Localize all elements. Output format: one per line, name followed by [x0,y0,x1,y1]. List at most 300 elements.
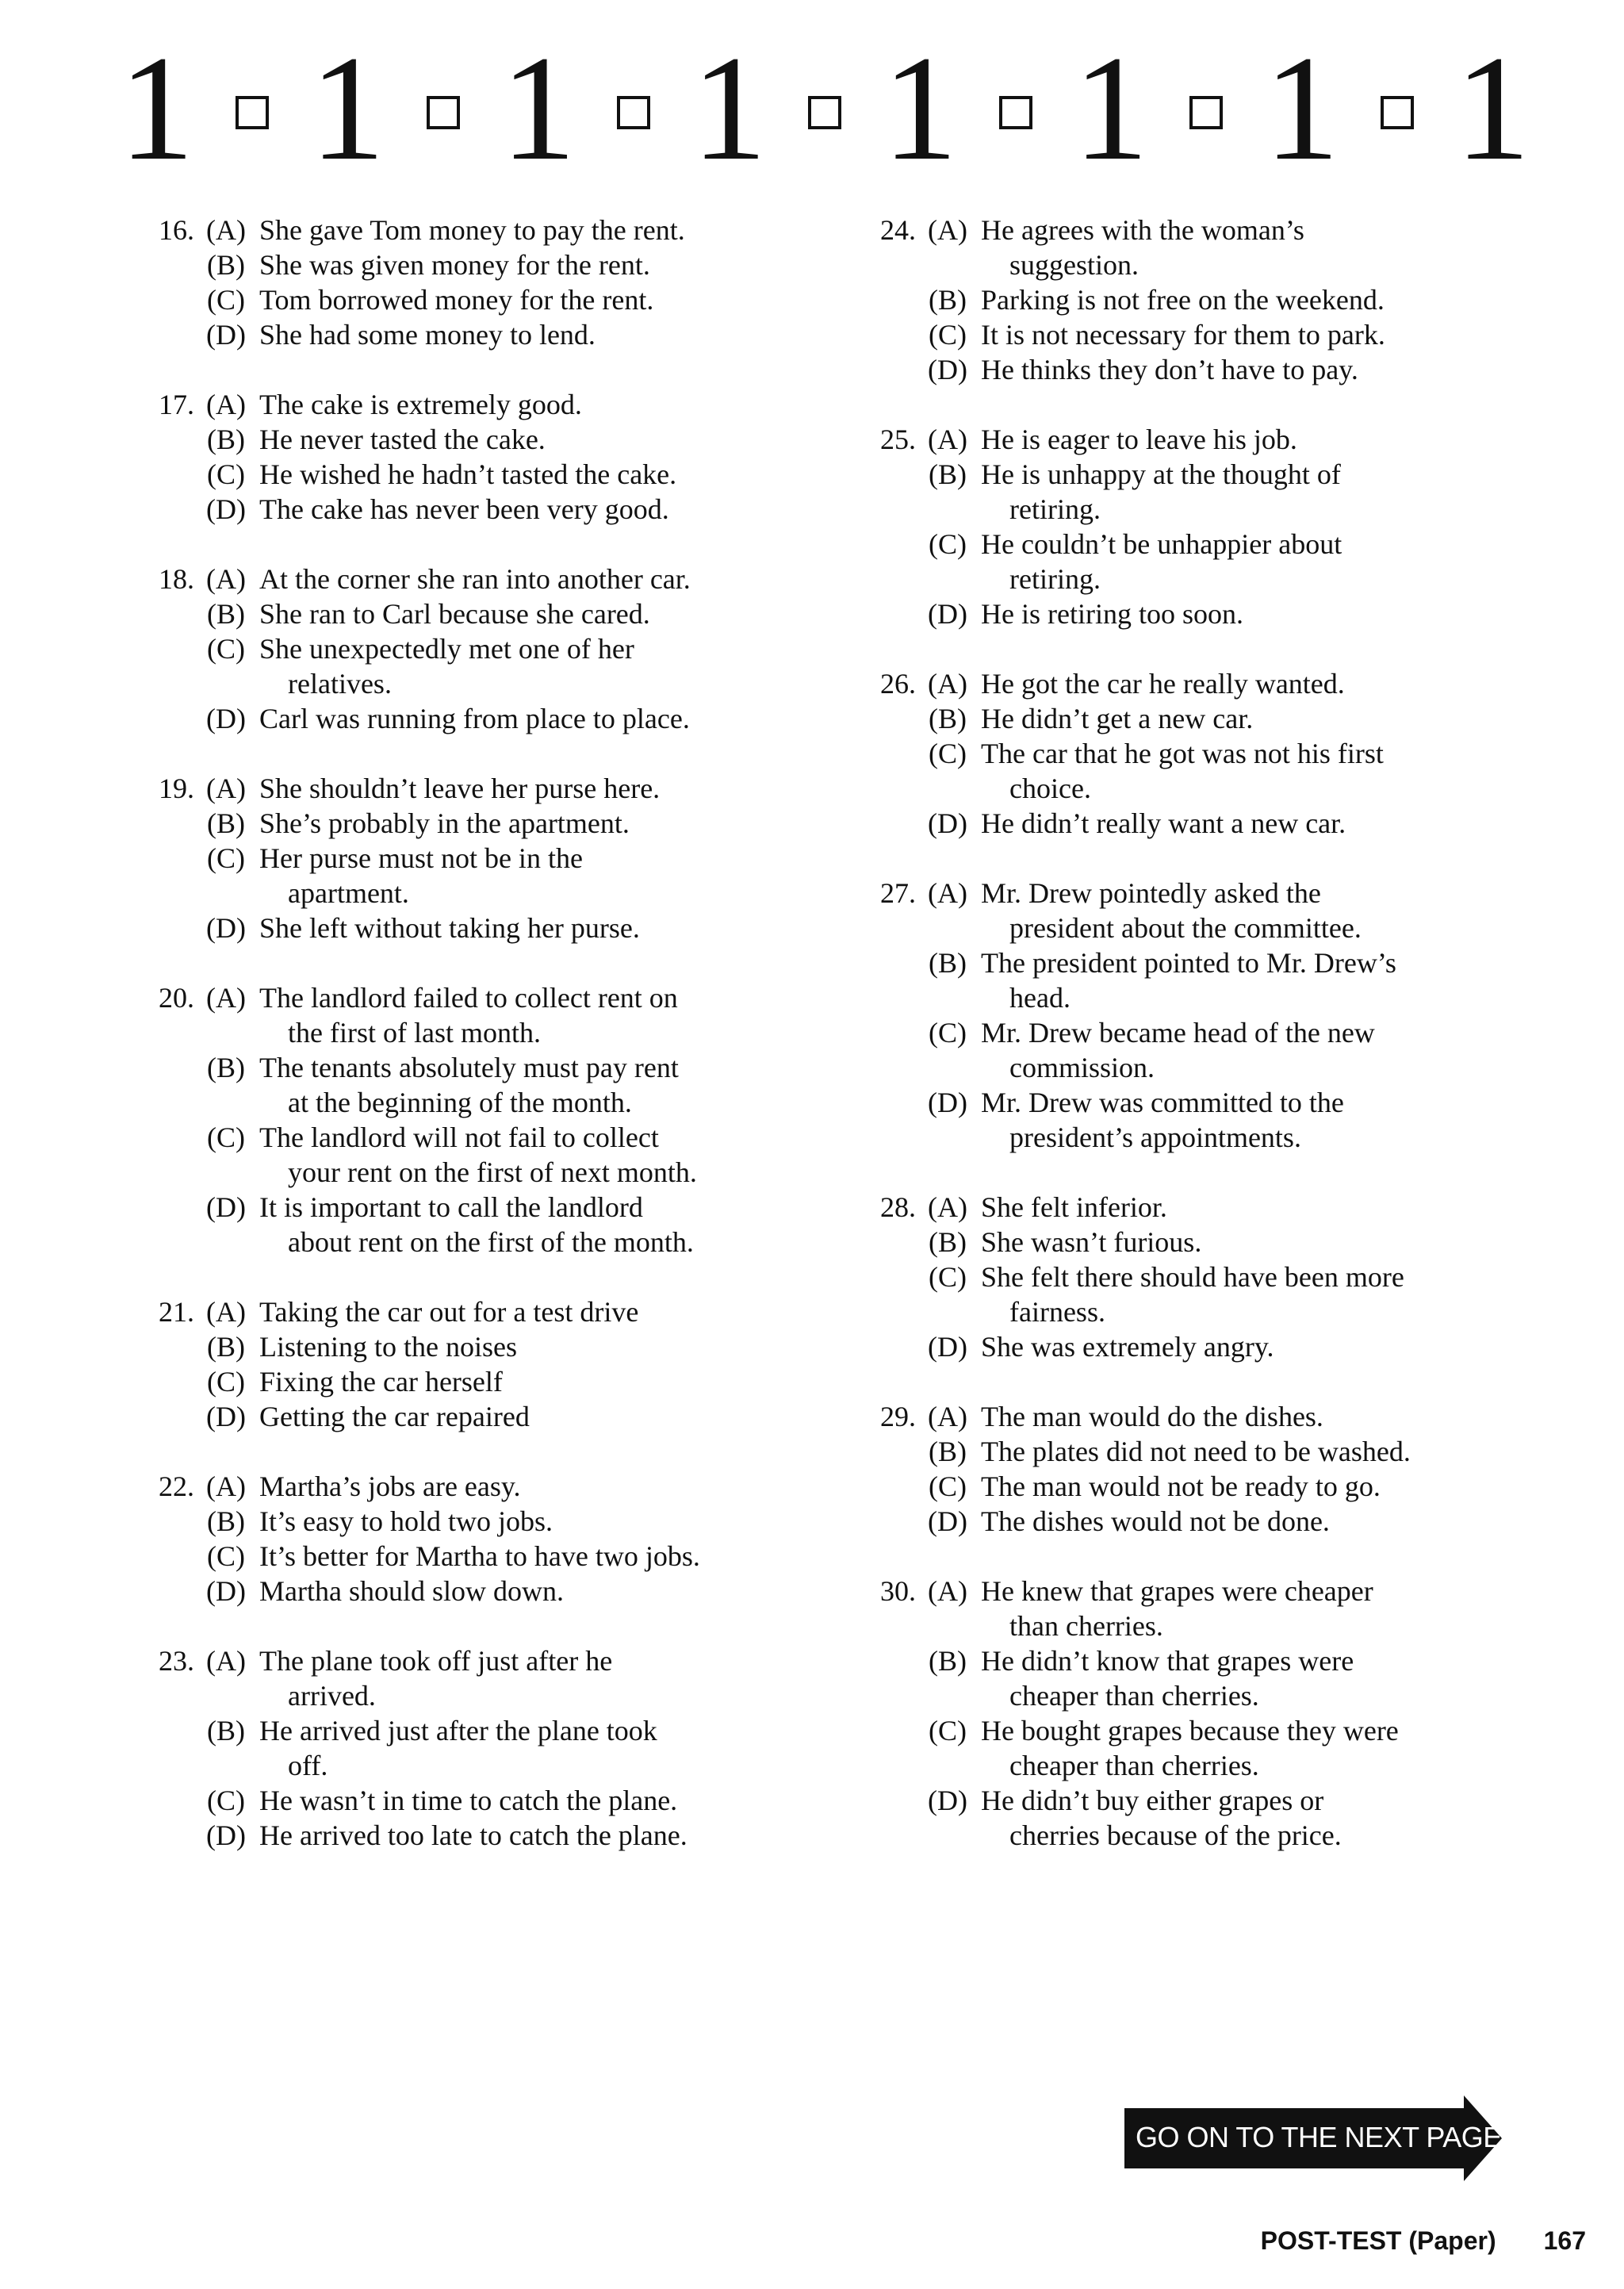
answer-option [852,1225,1534,1260]
option-text-line: She gave Tom money to pay the rent. [259,214,685,246]
section-number: 1 [309,25,385,192]
question-number [131,631,194,701]
question-number [131,247,194,282]
option-letter: (B) [207,424,245,455]
option-letter: (A) [928,1401,967,1432]
question-item [131,1294,813,1434]
option-text-line: She was given money for the rent. [259,249,650,281]
answer-option [852,1434,1534,1469]
answer-option [852,352,1534,387]
answer-option [852,1260,1534,1329]
option-text [258,911,813,945]
question-number [852,945,916,1015]
option-letter: (B) [929,703,967,734]
answer-option [131,1364,813,1399]
question-number [852,1260,916,1329]
option-text [258,317,813,352]
option-text-line: She shouldn’t leave her purse here. [259,773,661,804]
answer-option [852,666,1534,701]
option-text-line: your rent on the first of next month. [288,1156,697,1188]
option-text-line: Carl was running from place to place. [259,703,690,734]
option-text-line: cherries because of the price. [1009,1819,1342,1851]
option-text-line: He arrived just after the plane took [259,1715,657,1746]
option-text [258,247,813,282]
option-text-line: She had some money to lend. [259,319,596,351]
question-number [852,1643,916,1713]
question-number: 25. [880,424,916,455]
question-number [131,806,194,841]
question-number: 24. [880,214,916,246]
option-letter: (D) [206,1191,246,1223]
option-letter: (B) [207,1715,245,1746]
option-text-line: The landlord will not fail to collect [259,1121,659,1153]
answer-option [131,841,813,911]
option-text-line: He arrived too late to catch the plane. [259,1819,688,1851]
answer-option [131,1050,813,1120]
option-text [979,1015,1534,1085]
option-text-line: It is important to call the landlord [259,1191,643,1223]
option-letter: (A) [206,1296,246,1328]
option-text-line: commission. [1009,1052,1155,1083]
question-number [852,527,916,596]
question-number: 20. [159,982,194,1014]
question-number [852,1783,916,1853]
option-letter: (A) [206,773,246,804]
option-letter: (D) [928,1785,967,1816]
option-text-line: arrived. [288,1680,376,1712]
question-number [131,596,194,631]
option-text [258,701,813,736]
option-text-line: She’s probably in the apartment. [259,807,630,839]
option-letter: (B) [929,1645,967,1677]
option-text [979,1434,1534,1469]
option-text-line: Getting the car repaired [259,1401,530,1432]
option-text-line: Mr. Drew became head of the new [981,1017,1375,1049]
option-letter: (C) [207,1785,245,1816]
square-box-icon [808,96,841,129]
section-number: 1 [1073,25,1149,192]
option-text-line: off. [288,1750,328,1781]
option-text [258,1050,813,1120]
go-on-label: GO ON TO THE NEXT PAGE [1136,2121,1502,2153]
square-box-icon [1189,96,1223,129]
question-number [131,911,194,945]
answer-option [131,282,813,317]
option-text [979,596,1534,631]
question-number [131,1399,194,1434]
question-number: 18. [159,563,194,595]
option-text-line: choice. [1009,773,1091,804]
option-text [258,387,813,422]
option-text-line: He didn’t know that grapes were [981,1645,1354,1677]
answer-option [131,247,813,282]
option-text [258,1539,813,1574]
question-number [852,736,916,806]
option-letter: (D) [928,1331,967,1363]
question-item [131,980,813,1260]
option-text [258,596,813,631]
section-banner [119,25,1530,192]
square-box-icon [236,96,269,129]
option-text-line: retiring. [1009,493,1101,525]
option-text [979,1225,1534,1260]
option-text-line: He is eager to leave his job. [981,424,1297,455]
question-number: 28. [880,1191,916,1223]
answer-option [131,1294,813,1329]
option-text-line: The tenants absolutely must pay rent [259,1052,679,1083]
answer-option [852,945,1534,1015]
option-text-line: She unexpectedly met one of her [259,633,634,665]
option-letter: (B) [207,1505,245,1537]
option-text [258,457,813,492]
option-text-line: The car that he got was not his first [981,738,1384,769]
option-text-line: Her purse must not be in the [259,842,583,874]
option-text-line: At the corner she ran into another car. [259,563,691,595]
option-text-line: head. [1009,982,1071,1014]
option-text-line: He didn’t get a new car. [981,703,1254,734]
option-text [979,317,1534,352]
answer-option [852,1015,1534,1085]
question-item [852,1399,1534,1539]
option-letter: (D) [206,1401,246,1432]
option-text-line: The cake has never been very good. [259,493,669,525]
option-text [979,1783,1534,1853]
option-text-line: suggestion. [1009,249,1139,281]
question-number [852,1225,916,1260]
question-number [131,701,194,736]
question-number [852,1015,916,1085]
option-text-line: Martha should slow down. [259,1575,564,1607]
question-number [131,457,194,492]
option-text [979,806,1534,841]
option-text-line: about rent on the first of the month. [288,1226,694,1258]
option-text-line: Fixing the car herself [259,1366,503,1398]
option-text-line: She was extremely angry. [981,1331,1274,1363]
option-text-line: president’s appointments. [1009,1121,1301,1153]
option-text-line: She left without taking her purse. [259,912,640,944]
section-number: 1 [1454,25,1530,192]
option-text [979,527,1534,596]
option-text-line: president about the committee. [1009,912,1362,944]
answer-option [131,1818,813,1853]
answer-option [852,701,1534,736]
question-number [131,282,194,317]
option-letter: (C) [929,1715,967,1746]
option-letter: (D) [206,319,246,351]
question-item [852,1574,1534,1853]
option-letter: (B) [207,1331,245,1363]
square-box-icon [1381,96,1414,129]
question-number [852,1434,916,1469]
option-letter: (A) [928,877,967,909]
option-text-line: He didn’t really want a new car. [981,807,1346,839]
option-text [979,1399,1534,1434]
question-item [131,213,813,352]
section-number: 1 [500,25,576,192]
question-number [131,1050,194,1120]
answer-option [852,596,1534,631]
option-letter: (C) [207,284,245,316]
answer-option [131,387,813,422]
option-text-line: Listening to the noises [259,1331,517,1363]
question-number [852,596,916,631]
question-number [131,317,194,352]
answer-option [131,771,813,806]
question-number [852,317,916,352]
option-letter: (B) [207,249,245,281]
question-number [131,1818,194,1853]
option-letter: (A) [928,668,967,700]
option-text-line: Taking the car out for a test drive [259,1296,639,1328]
option-text-line: The man would do the dishes. [981,1401,1323,1432]
option-letter: (C) [207,1121,245,1153]
answer-option [131,596,813,631]
option-text [979,876,1534,945]
answer-option [852,1783,1534,1853]
option-text [258,771,813,806]
question-number [852,352,916,387]
question-item [131,1643,813,1853]
question-number [131,1539,194,1574]
option-letter: (C) [929,1261,967,1293]
option-letter: (D) [206,912,246,944]
option-text-line: It is not necessary for them to park. [981,319,1385,351]
option-letter: (C) [929,1470,967,1502]
question-item [852,213,1534,387]
answer-option [852,457,1534,527]
option-letter: (A) [928,1575,967,1607]
option-letter: (C) [929,319,967,351]
option-text-line: apartment. [288,877,409,909]
answer-option [131,1504,813,1539]
option-letter: (B) [929,284,967,316]
answer-option [852,422,1534,457]
option-text [258,1120,813,1190]
answer-option [131,562,813,596]
option-text-line: Mr. Drew pointedly asked the [981,877,1321,909]
question-number [852,1329,916,1364]
question-number [852,701,916,736]
option-letter: (B) [929,1226,967,1258]
option-letter: (A) [928,424,967,455]
option-letter: (B) [207,598,245,630]
option-text-line: Mr. Drew was committed to the [981,1087,1344,1118]
option-text-line: He never tasted the cake. [259,424,546,455]
option-letter: (D) [206,1575,246,1607]
question-number [131,1504,194,1539]
option-text [979,736,1534,806]
option-text [258,282,813,317]
option-letter: (C) [207,1540,245,1572]
answer-option [852,1643,1534,1713]
question-number: 27. [880,877,916,909]
option-letter: (B) [929,458,967,490]
option-text [258,213,813,247]
option-text-line: It’s better for Martha to have two jobs. [259,1540,700,1572]
question-number [852,282,916,317]
answer-option [852,1085,1534,1155]
answer-option [131,422,813,457]
answer-option [852,806,1534,841]
option-text [258,1469,813,1504]
option-text-line: retiring. [1009,563,1101,595]
option-text [979,213,1534,282]
answer-option [852,1574,1534,1643]
option-text [258,1329,813,1364]
answer-option [131,701,813,736]
option-text [258,980,813,1050]
option-text [979,457,1534,527]
option-text-line: He is retiring too soon. [981,598,1243,630]
option-text-line: He wasn’t in time to catch the plane. [259,1785,678,1816]
option-text-line: the first of last month. [288,1017,541,1049]
option-text-line: Parking is not free on the weekend. [981,284,1385,316]
option-text-line: She ran to Carl because she cared. [259,598,650,630]
question-number: 16. [159,214,194,246]
question-item [852,422,1534,631]
option-text-line: at the beginning of the month. [288,1087,632,1118]
option-text [979,1574,1534,1643]
option-text-line: than cherries. [1009,1610,1163,1642]
option-letter: (C) [207,842,245,874]
question-number [852,1469,916,1504]
answer-option [852,1399,1534,1434]
question-number [852,457,916,527]
answer-option [131,1329,813,1364]
answer-option [852,213,1534,282]
option-text [258,1399,813,1434]
page-number: 167 [1543,2226,1586,2255]
question-number [131,1190,194,1260]
option-text-line: The plane took off just after he [259,1645,613,1677]
question-number: 22. [159,1470,194,1502]
option-text [979,1643,1534,1713]
go-on-next-page-button[interactable] [1124,2095,1502,2181]
question-item [131,771,813,945]
option-text [258,1643,813,1713]
answer-option [131,980,813,1050]
option-text [258,631,813,701]
question-number: 29. [880,1401,916,1432]
footer-title: POST-TEST (Paper) [1260,2226,1496,2255]
question-number [131,1120,194,1190]
answer-option [131,911,813,945]
option-text [979,1469,1534,1504]
question-item [852,666,1534,841]
section-number: 1 [691,25,768,192]
option-letter: (B) [207,807,245,839]
section-number: 1 [882,25,958,192]
answer-option [131,1574,813,1608]
question-number: 30. [880,1575,916,1607]
option-letter: (B) [929,1436,967,1467]
option-text-line: fairness. [1009,1296,1105,1328]
option-letter: (D) [928,1087,967,1118]
option-text [979,1504,1534,1539]
answer-option [852,1329,1534,1364]
option-text [979,666,1534,701]
option-letter: (C) [929,528,967,560]
answer-option [852,527,1534,596]
option-letter: (D) [928,598,967,630]
option-letter: (A) [928,214,967,246]
answer-option [131,1539,813,1574]
option-text [258,1574,813,1608]
option-text [258,1504,813,1539]
answer-option [131,1783,813,1818]
option-letter: (D) [928,354,967,385]
question-number: 19. [159,773,194,804]
option-letter: (C) [929,738,967,769]
option-letter: (C) [207,458,245,490]
option-text-line: The landlord failed to collect rent on [259,982,678,1014]
square-box-icon [617,96,650,129]
answer-option [852,282,1534,317]
question-number: 23. [159,1645,194,1677]
option-text-line: She felt there should have been more [981,1261,1404,1293]
option-letter: (C) [207,1366,245,1398]
answer-option [131,806,813,841]
option-letter: (A) [206,1645,246,1677]
option-text [979,1085,1534,1155]
option-text [979,701,1534,736]
option-letter: (A) [206,389,246,420]
question-number [131,1329,194,1364]
question-item [131,562,813,736]
option-text [258,1364,813,1399]
option-letter: (C) [207,633,245,665]
option-letter: (D) [206,1819,246,1851]
option-text [979,282,1534,317]
option-text-line: cheaper than cherries. [1009,1680,1259,1712]
option-text-line: He thinks they don’t have to pay. [981,354,1358,385]
question-item [852,1190,1534,1364]
option-text [258,1818,813,1853]
option-letter: (C) [929,1017,967,1049]
answer-option [131,317,813,352]
question-number [131,1783,194,1818]
page-footer [1237,2221,1586,2260]
answer-option [852,317,1534,352]
answer-option [852,1469,1534,1504]
question-number [131,422,194,457]
option-text [258,1190,813,1260]
answer-option [131,1469,813,1504]
option-text [258,806,813,841]
question-item [131,1469,813,1608]
option-letter: (A) [206,982,246,1014]
option-text-line: He is unhappy at the thought of [981,458,1341,490]
option-text [979,1329,1534,1364]
question-item [852,876,1534,1155]
answer-option [131,1120,813,1190]
question-number [131,492,194,527]
option-text-line: cheaper than cherries. [1009,1750,1259,1781]
question-number [131,1364,194,1399]
question-item [131,387,813,527]
option-text-line: She felt inferior. [981,1191,1167,1223]
question-number [852,1504,916,1539]
question-number [852,1085,916,1155]
option-text-line: He got the car he really wanted. [981,668,1345,700]
option-text-line: It’s easy to hold two jobs. [259,1505,553,1537]
option-text-line: She wasn’t furious. [981,1226,1202,1258]
option-text [979,945,1534,1015]
answer-option [131,457,813,492]
answer-option [131,1190,813,1260]
option-text-line: He wished he hadn’t tasted the cake. [259,458,677,490]
option-text-line: relatives. [288,668,392,700]
